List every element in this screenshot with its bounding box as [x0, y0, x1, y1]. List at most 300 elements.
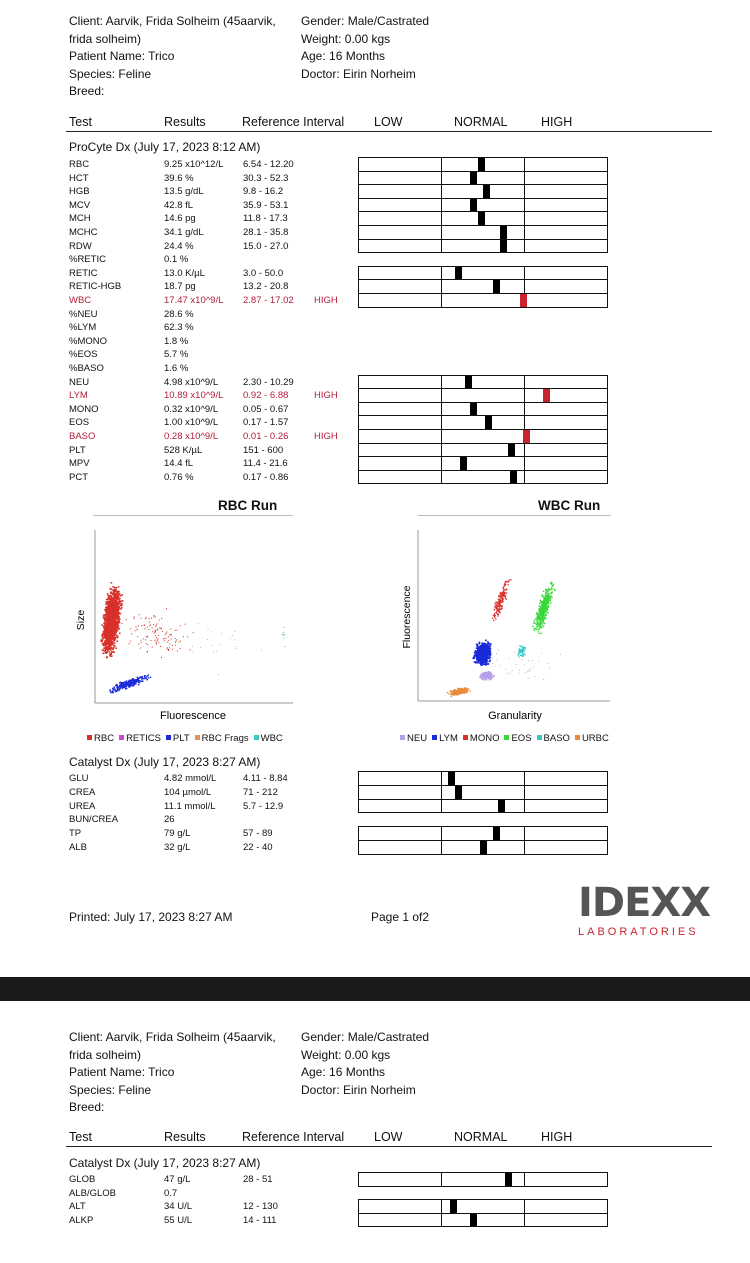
- scatter-point: [108, 651, 110, 653]
- scatter-point: [543, 603, 544, 604]
- scatter-point: [118, 595, 120, 597]
- scatter-point: [502, 593, 503, 594]
- scatter-point: [110, 591, 112, 593]
- gauge-marker: [483, 185, 490, 198]
- scatter-point: [554, 590, 555, 591]
- scatter-point: [479, 643, 481, 645]
- scatter-point: [116, 623, 117, 624]
- scatter-point: [105, 633, 107, 635]
- scatter-point: [101, 624, 103, 626]
- scatter-point: [548, 591, 549, 592]
- reference-interval: 14 - 111: [243, 1214, 277, 1226]
- doctor: Doctor: Eirin Norheim: [301, 66, 416, 81]
- test-name: %MONO: [69, 335, 107, 347]
- scatter-point: [187, 636, 188, 637]
- scatter-point: [236, 646, 237, 647]
- scatter-point: [114, 613, 116, 615]
- scatter-point: [114, 619, 116, 621]
- scatter-point: [543, 619, 544, 620]
- scatter-point: [504, 595, 505, 596]
- legend-swatch: [432, 735, 437, 740]
- scatter-point: [110, 648, 112, 650]
- scatter-point: [141, 678, 142, 679]
- scatter-point: [483, 678, 485, 680]
- scatter-point: [480, 658, 482, 660]
- scatter-point: [115, 591, 117, 593]
- scatter-point: [107, 622, 109, 624]
- scatter-point: [159, 620, 160, 621]
- gauge-row-line: [358, 443, 608, 444]
- scatter-point: [519, 656, 520, 657]
- col-high-p2: HIGH: [541, 1130, 573, 1144]
- scatter-point: [106, 606, 108, 608]
- scatter-point: [167, 642, 168, 643]
- test-name: MCV: [69, 199, 91, 211]
- scatter-point: [171, 634, 172, 635]
- scatter-point: [519, 673, 520, 674]
- scatter-point: [539, 606, 540, 607]
- scatter-point: [454, 694, 455, 695]
- scatter-point: [107, 593, 109, 595]
- reference-interval: 0.17 - 0.86: [243, 471, 289, 483]
- scatter-point: [149, 618, 150, 619]
- scatter-point: [536, 612, 537, 613]
- gauge-divider: [524, 1172, 525, 1187]
- scatter-point: [546, 608, 547, 609]
- scatter-point: [522, 659, 523, 660]
- scatter-point: [138, 644, 139, 645]
- scatter-point: [109, 614, 111, 616]
- scatter-point: [109, 633, 111, 635]
- scatter-point: [486, 674, 488, 676]
- scatter-point: [112, 688, 113, 689]
- scatter-point: [524, 665, 525, 666]
- scatter-point: [465, 687, 466, 688]
- scatter-point: [141, 625, 142, 626]
- gauge-marker: [470, 403, 477, 416]
- scatter-point: [108, 618, 110, 620]
- scatter-point: [116, 602, 118, 604]
- scatter-point: [507, 581, 508, 582]
- scatter-point: [545, 618, 546, 619]
- scatter-point: [114, 645, 116, 647]
- scatter-point: [106, 619, 108, 621]
- client-line-cont: frida solheim): [69, 31, 142, 46]
- test-name: RETIC-HGB: [69, 281, 122, 293]
- gauge-row-line: [358, 198, 608, 199]
- result-value: 34.1 g/dL: [164, 227, 204, 238]
- scatter-point: [103, 650, 105, 652]
- patient-info-p2: [69, 1029, 276, 1117]
- scatter-point: [540, 626, 541, 627]
- reference-interval: 11.4 - 21.6: [243, 458, 288, 470]
- scatter-point: [117, 611, 119, 613]
- scatter-point: [548, 603, 549, 604]
- scatter-point: [110, 649, 112, 651]
- scatter-point: [113, 593, 115, 595]
- gauge-marker: [485, 416, 492, 429]
- scatter-point: [543, 617, 544, 618]
- result-value: 5.7 %: [164, 349, 189, 361]
- scatter-point: [492, 663, 493, 664]
- scatter-point: [465, 692, 466, 693]
- scatter-point: [156, 624, 157, 625]
- scatter-point: [116, 647, 118, 649]
- scatter-point: [176, 630, 177, 631]
- scatter-point: [544, 623, 545, 624]
- scatter-point: [493, 620, 494, 621]
- scatter-point: [480, 656, 482, 658]
- scatter-point: [111, 595, 113, 597]
- scatter-point: [105, 611, 107, 613]
- scatter-point: [499, 608, 500, 609]
- scatter-point: [541, 633, 542, 634]
- scatter-point: [115, 610, 117, 612]
- scatter-point: [503, 589, 504, 590]
- scatter-point: [532, 668, 533, 669]
- scatter-point: [512, 671, 513, 672]
- scatter-point: [155, 626, 156, 627]
- gauge-divider: [441, 771, 442, 813]
- scatter-point: [235, 648, 236, 649]
- scatter-point: [166, 631, 167, 632]
- scatter-point: [542, 613, 543, 614]
- legend-label: URBC: [581, 733, 609, 744]
- scatter-point: [117, 605, 119, 607]
- result-value: 62.3 %: [164, 322, 194, 334]
- scatter-point: [283, 632, 284, 633]
- scatter-point: [166, 633, 167, 634]
- scatter-point: [183, 636, 184, 637]
- scatter-point: [482, 642, 484, 644]
- gauge-row-line: [358, 1213, 608, 1214]
- scatter-point: [551, 587, 552, 588]
- result-row: [0, 813, 750, 827]
- test-name: GLOB: [69, 1174, 96, 1185]
- scatter-point: [134, 617, 135, 618]
- gender: Gender: Male/Castrated: [301, 14, 430, 28]
- scatter-point: [126, 680, 127, 681]
- scatter-point: [451, 696, 452, 697]
- scatter-point: [477, 657, 479, 659]
- scatter-point: [176, 641, 177, 642]
- scatter-point: [177, 650, 178, 651]
- scatter-point: [138, 625, 139, 626]
- reference-interval: 0.05 - 0.67: [243, 403, 289, 415]
- test-name: NEU: [69, 376, 90, 388]
- scatter-point: [541, 627, 542, 628]
- scatter-point: [166, 608, 167, 609]
- legend-swatch: [166, 735, 171, 740]
- scatter-point: [537, 619, 538, 620]
- reference-interval: 0.01 - 0.26: [243, 431, 289, 442]
- scatter-point: [541, 619, 542, 620]
- scatter-point: [485, 640, 487, 642]
- scatter-point: [547, 593, 548, 594]
- scatter-point: [516, 664, 517, 665]
- catalyst1-title: Catalyst Dx (July 17, 2023 8:27 AM): [69, 755, 261, 769]
- scatter-point: [543, 626, 544, 627]
- scatter-point: [542, 607, 543, 608]
- scatter-point: [105, 645, 107, 647]
- scatter-point: [106, 626, 108, 628]
- scatter-point: [520, 646, 521, 647]
- scatter-point: [540, 606, 541, 607]
- scatter-point: [207, 639, 208, 640]
- scatter-point: [478, 649, 480, 651]
- scatter-point: [118, 612, 120, 614]
- scatter-point: [527, 671, 528, 672]
- test-name: MCHC: [69, 227, 98, 238]
- scatter-point: [476, 647, 478, 649]
- header-rule-p2: [66, 1146, 712, 1147]
- scatter-point: [107, 609, 109, 611]
- scatter-point: [477, 662, 479, 664]
- reference-interval: 57 - 89: [243, 828, 273, 840]
- scatter-point: [118, 625, 120, 627]
- scatter-point: [235, 631, 236, 632]
- scatter-point: [501, 608, 502, 609]
- scatter-point: [120, 682, 121, 683]
- scatter-point: [541, 653, 542, 654]
- result-value: 0.7: [164, 1187, 178, 1199]
- scatter-point: [155, 632, 156, 633]
- scatter-point: [144, 625, 145, 626]
- rbc-scatter-plot: [75, 525, 298, 725]
- scatter-point: [220, 645, 221, 646]
- scatter-point: [221, 633, 222, 634]
- scatter-point: [115, 690, 116, 691]
- scatter-point: [148, 677, 149, 678]
- scatter-point: [485, 664, 487, 666]
- gauge-row-line: [358, 415, 608, 416]
- scatter-point: [180, 641, 181, 642]
- legend-swatch: [575, 735, 580, 740]
- legend-label: BASO: [543, 733, 570, 744]
- scatter-point: [167, 647, 168, 648]
- gauge-marker: [448, 772, 455, 785]
- scatter-point: [120, 608, 122, 610]
- scatter-point: [545, 596, 546, 597]
- scatter-point: [109, 631, 111, 633]
- result-value: 528 K/µL: [164, 444, 203, 456]
- scatter-point: [108, 624, 110, 626]
- scatter-point: [545, 598, 546, 599]
- scatter-point: [116, 599, 118, 601]
- scatter-point: [116, 587, 118, 589]
- scatter-point: [550, 589, 551, 590]
- scatter-point: [160, 646, 161, 647]
- gauge-marker-high: [523, 430, 530, 443]
- scatter-point: [218, 674, 219, 675]
- test-name: %LYM: [69, 322, 97, 334]
- scatter-point: [112, 619, 114, 621]
- scatter-point: [123, 686, 124, 687]
- scatter-point: [504, 592, 505, 593]
- scatter-point: [151, 640, 152, 641]
- scatter-point: [547, 594, 548, 595]
- test-name: RETIC: [69, 267, 98, 279]
- scatter-point: [105, 615, 107, 617]
- scatter-point: [495, 601, 496, 602]
- scatter-point: [171, 639, 172, 640]
- scatter-point: [552, 592, 553, 593]
- scatter-point: [497, 660, 498, 661]
- scatter-point: [117, 684, 118, 685]
- gauge-marker: [478, 158, 485, 171]
- scatter-point: [545, 602, 546, 603]
- scatter-point: [147, 627, 148, 628]
- scatter-point: [528, 678, 529, 679]
- scatter-point: [216, 651, 217, 652]
- scatter-point: [133, 683, 134, 684]
- scatter-point: [113, 626, 115, 628]
- scatter-point: [510, 579, 511, 580]
- scatter-point: [110, 606, 112, 608]
- scatter-point: [483, 674, 485, 676]
- result-value: 13.0 K/µL: [164, 267, 205, 279]
- scatter-point: [112, 644, 114, 646]
- scatter-point: [487, 654, 489, 656]
- scatter-point: [114, 623, 116, 625]
- result-value: 1.8 %: [164, 335, 189, 347]
- scatter-point: [544, 607, 545, 608]
- scatter-point: [546, 600, 547, 601]
- scatter-point: [107, 629, 109, 631]
- scatter-point: [110, 644, 112, 646]
- scatter-point: [164, 638, 165, 639]
- scatter-point: [538, 614, 539, 615]
- client-line-p2: Client: Aarvik, Frida Solheim (45aarvik,: [69, 1030, 276, 1044]
- scatter-point: [119, 633, 121, 635]
- scatter-point: [503, 586, 504, 587]
- test-name: %NEU: [69, 308, 98, 320]
- scatter-point: [107, 636, 109, 638]
- scatter-point: [129, 682, 130, 683]
- scatter-point: [283, 635, 284, 636]
- scatter-point: [198, 623, 199, 624]
- scatter-point: [125, 683, 126, 684]
- scatter-point: [499, 602, 500, 603]
- result-value: 4.82 mmol/L: [164, 773, 217, 784]
- scatter-point: [130, 628, 131, 629]
- scatter-point: [168, 649, 169, 650]
- scatter-point: [519, 650, 520, 651]
- scatter-point: [123, 684, 124, 685]
- scatter-point: [459, 690, 460, 691]
- gender-p2: Gender: Male/Castrated: [301, 1030, 430, 1044]
- legend-swatch: [87, 735, 92, 740]
- scatter-point: [549, 598, 550, 599]
- scatter-point: [112, 633, 114, 635]
- scatter-point: [450, 694, 451, 695]
- scatter-point: [164, 640, 165, 641]
- reference-interval: 22 - 40: [243, 842, 273, 853]
- scatter-point: [474, 654, 476, 656]
- result-value: 0.32 x10^9/L: [164, 403, 219, 415]
- scatter-point: [146, 643, 147, 644]
- scatter-point: [532, 626, 533, 627]
- reference-interval: 0.17 - 1.57: [243, 417, 289, 429]
- scatter-point: [154, 640, 155, 641]
- scatter-point: [112, 638, 114, 640]
- scatter-point: [130, 684, 131, 685]
- scatter-point: [494, 609, 495, 610]
- scatter-point: [550, 595, 551, 596]
- scatter-point: [472, 657, 474, 659]
- result-row: [0, 1187, 750, 1201]
- scatter-point: [468, 688, 469, 689]
- scatter-point: [537, 621, 538, 622]
- scatter-point: [541, 623, 542, 624]
- result-value: 28.6 %: [164, 308, 194, 320]
- test-name: HGB: [69, 186, 90, 198]
- scatter-point: [455, 692, 456, 693]
- scatter-point: [118, 616, 120, 618]
- gauge-marker: [508, 444, 515, 457]
- scatter-point: [461, 693, 462, 694]
- gauge-marker: [450, 1200, 457, 1213]
- scatter-point: [533, 623, 534, 624]
- scatter-point: [168, 636, 169, 637]
- scatter-point: [112, 622, 114, 624]
- legend-swatch: [195, 735, 200, 740]
- scatter-point: [105, 640, 107, 642]
- scatter-point: [483, 663, 485, 665]
- scatter-point: [136, 681, 137, 682]
- rbc-ylabel: Size: [75, 609, 87, 631]
- result-value: 39.6 %: [164, 172, 194, 184]
- scatter-point: [161, 618, 162, 619]
- scatter-point: [500, 599, 501, 600]
- scatter-point: [158, 642, 159, 643]
- breed: Breed:: [69, 84, 105, 98]
- result-value: 11.1 mmol/L: [164, 800, 216, 812]
- scatter-point: [105, 652, 107, 654]
- gauge-row-line: [358, 293, 608, 294]
- gauge-row-line: [358, 429, 608, 430]
- scatter-point: [126, 619, 127, 620]
- scatter-point: [147, 644, 148, 645]
- scatter-point: [158, 638, 159, 639]
- scatter-point: [155, 635, 156, 636]
- result-value: 32 g/L: [164, 842, 191, 853]
- scatter-point: [119, 602, 121, 604]
- procyte-title: ProCyte Dx (July 17, 2023 8:12 AM): [69, 140, 261, 154]
- scatter-point: [114, 615, 116, 617]
- scatter-point: [232, 635, 233, 636]
- scatter-point: [166, 638, 167, 639]
- scatter-point: [495, 666, 496, 667]
- col-low-p2: LOW: [374, 1130, 403, 1144]
- scatter-point: [112, 649, 114, 651]
- scatter-point: [139, 614, 140, 615]
- scatter-point: [550, 598, 551, 599]
- scatter-point: [457, 692, 458, 693]
- scatter-point: [540, 620, 541, 621]
- legend-swatch: [119, 735, 124, 740]
- scatter-point: [108, 648, 110, 650]
- scatter-point: [103, 631, 105, 633]
- scatter-point: [141, 618, 142, 619]
- scatter-point: [547, 612, 548, 613]
- scatter-point: [495, 618, 496, 619]
- scatter-point: [128, 681, 129, 682]
- scatter-point: [487, 656, 489, 658]
- idexx-logo-sub: LABORATORIES: [578, 926, 699, 938]
- reference-interval: 5.7 - 12.9: [243, 800, 284, 812]
- test-name: ALB: [69, 842, 87, 853]
